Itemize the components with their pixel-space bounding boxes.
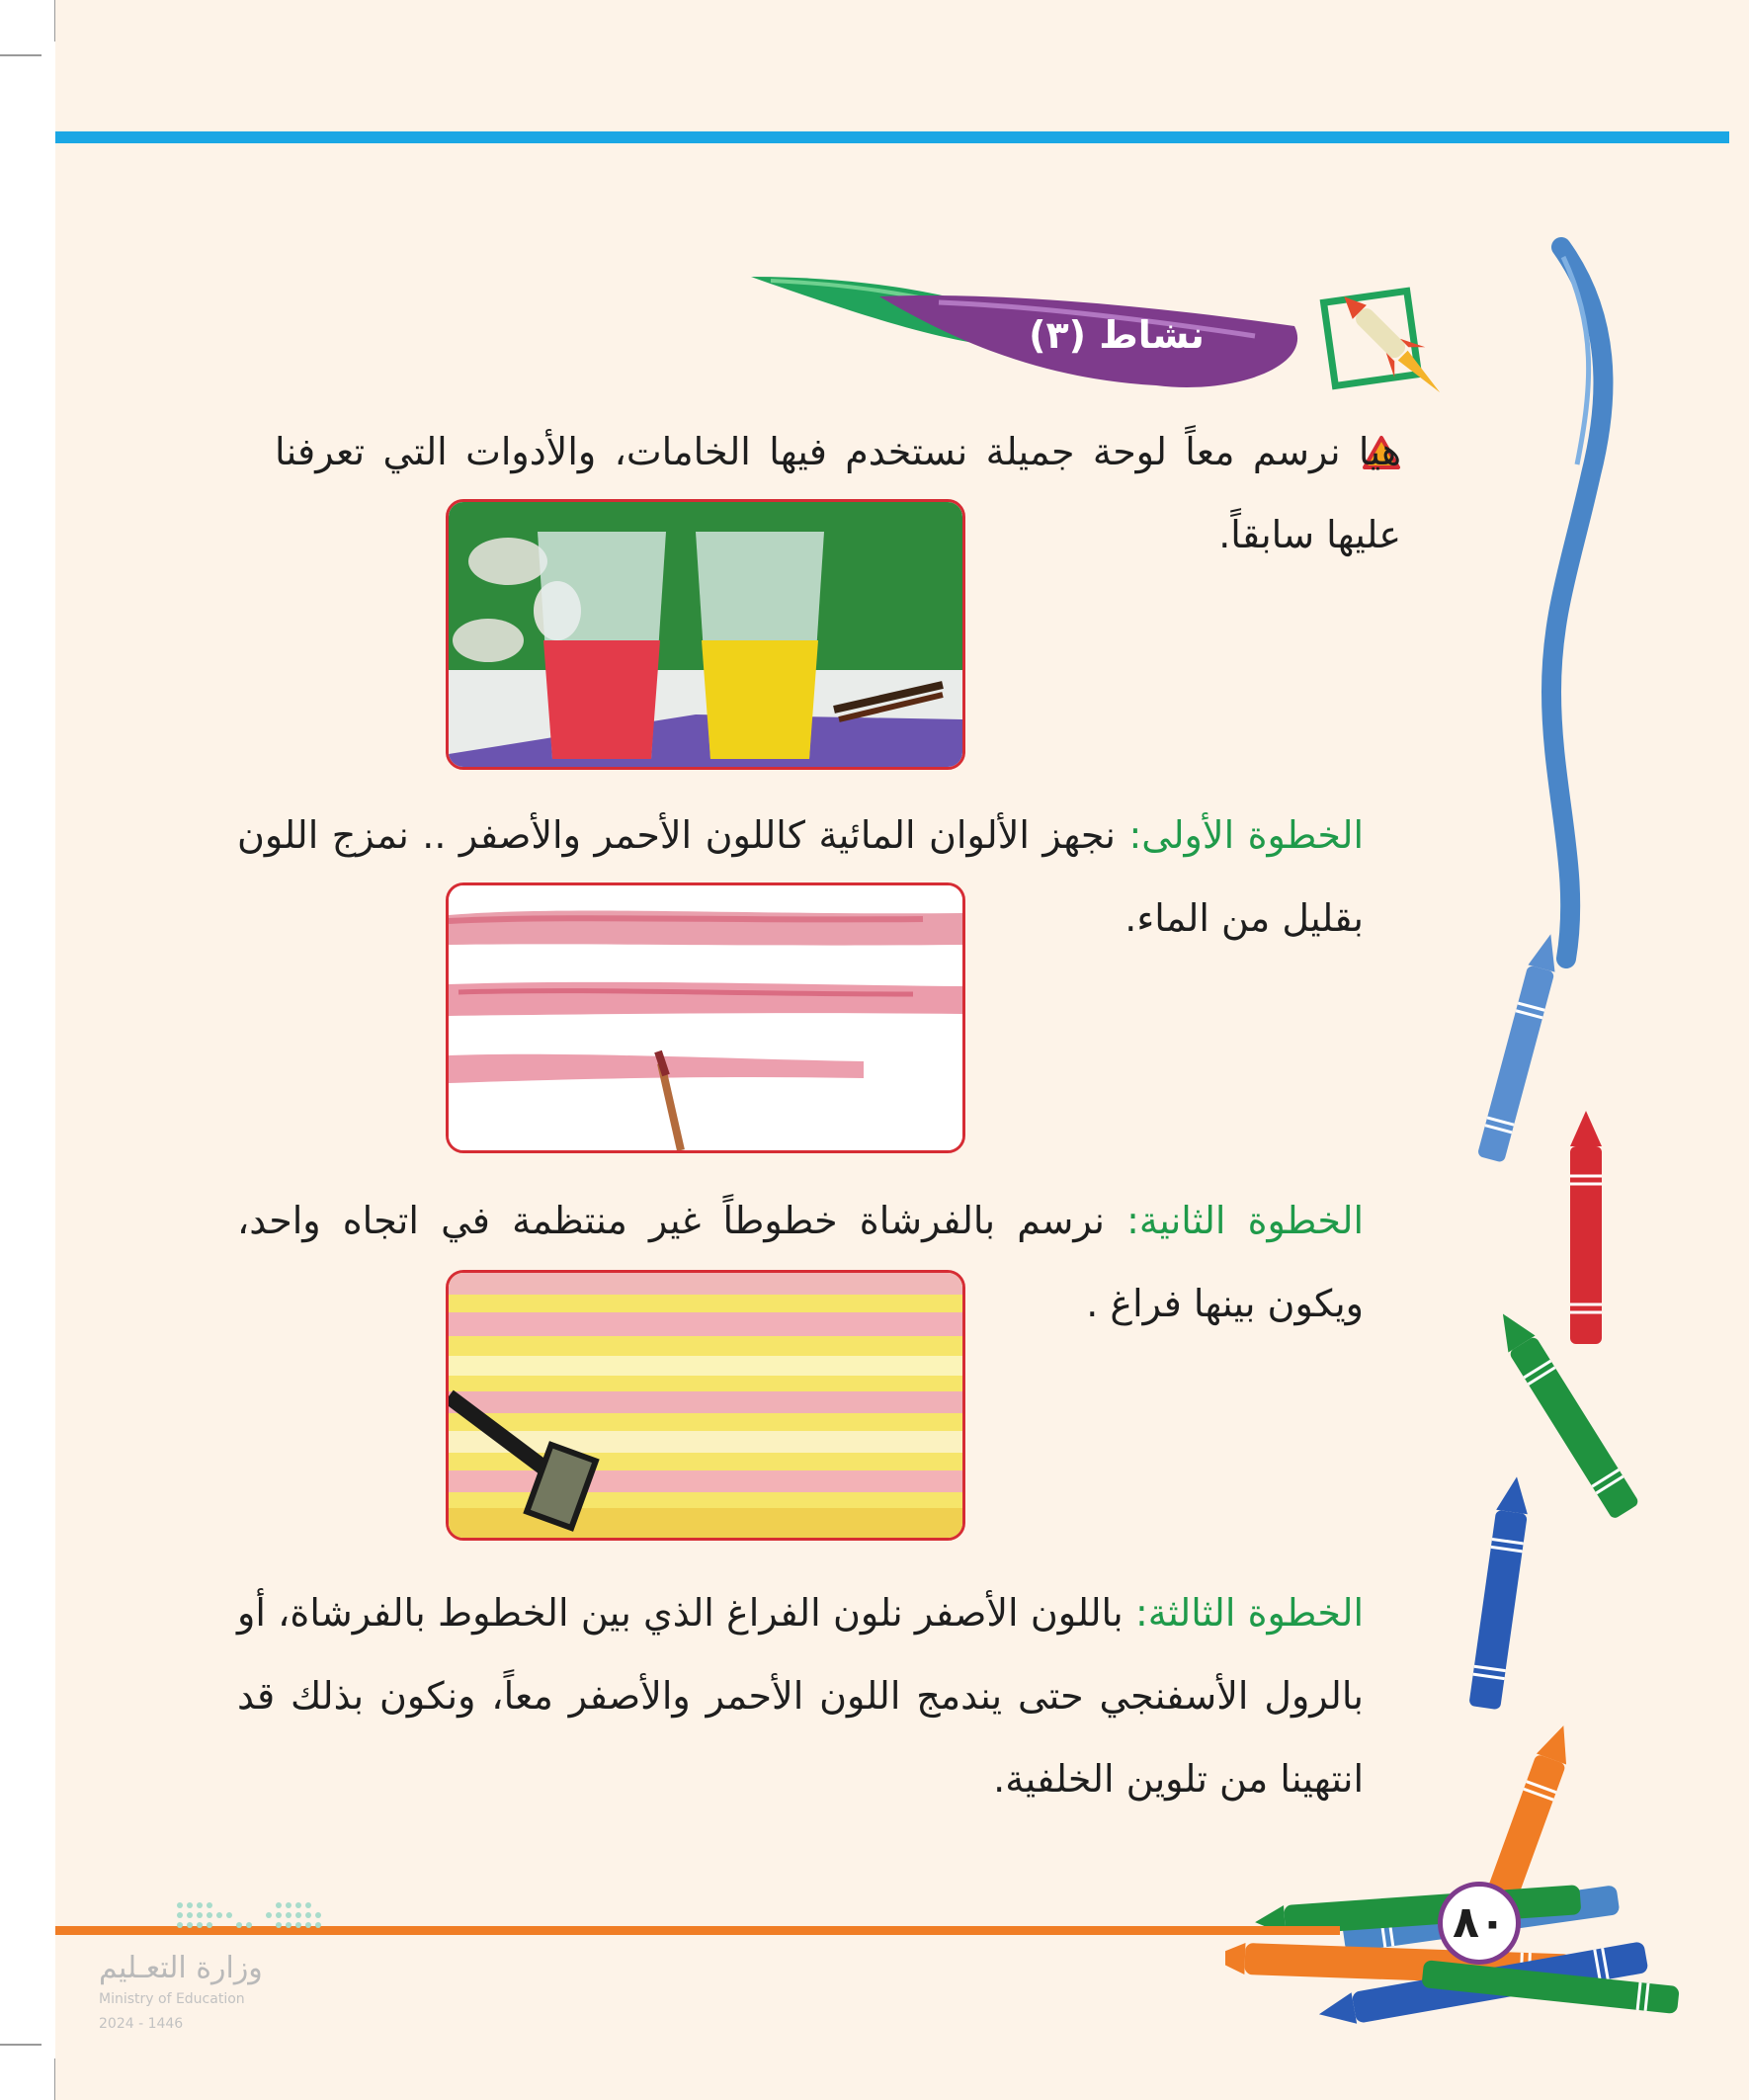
- step-2-label: الخطوة الثانية:: [1126, 1199, 1365, 1242]
- blue-crayon-icon: [1477, 931, 1564, 1163]
- rocket-icon: [1329, 282, 1453, 408]
- ministry-name-ar: وزارة التعـليم: [99, 1951, 263, 1985]
- step-1-label: الخطوة الأولى:: [1128, 813, 1364, 857]
- crop-mark: [0, 2044, 42, 2046]
- paint-cups-photo: [446, 499, 965, 770]
- step-2-text: نرسم بالفرشاة خطوطاً غير منتظمة في اتجاه واحد، ويكون بينها فراغ .: [237, 1199, 1364, 1325]
- intro-text: هيا نرسم معاً لوحة جميلة نستخدم فيها الخامات، والأدوات التي تعرفنا عليها سابقاً.: [275, 430, 1401, 556]
- ministry-logo-icon: [170, 1895, 328, 1937]
- yellow-roller-photo: [446, 1270, 965, 1541]
- activity-title: نشاط (٣): [1029, 313, 1205, 357]
- red-crayon-icon: [1570, 1111, 1602, 1344]
- page-number: ٨٠: [1453, 1897, 1506, 1948]
- step-3-text: باللون الأصفر نلون الفراغ الذي بين الخطوط بالفرشاة، أو بالرول الأسفنجي حتى يندمج اللون الأحمر والأصفر معاً، ونكون بذلك قد انتهينا من تلوين الخلفية.: [237, 1591, 1364, 1801]
- crop-mark: [0, 54, 42, 56]
- step-1-text: نجهز الألوان المائية كاللون الأحمر والأصفر .. نمزج اللون بقليل من الماء.: [237, 813, 1364, 940]
- step-3: [237, 1571, 1364, 1820]
- top-blue-bar: [55, 131, 1729, 143]
- dark-blue-crayon-icon: [1468, 1474, 1533, 1710]
- edition-year: 2024 - 1446: [99, 2016, 184, 2032]
- ministry-name-en: Ministry of Education: [99, 1991, 245, 2007]
- step-3-label: الخطوة الثالثة:: [1134, 1591, 1365, 1635]
- red-strokes-photo: [446, 882, 965, 1153]
